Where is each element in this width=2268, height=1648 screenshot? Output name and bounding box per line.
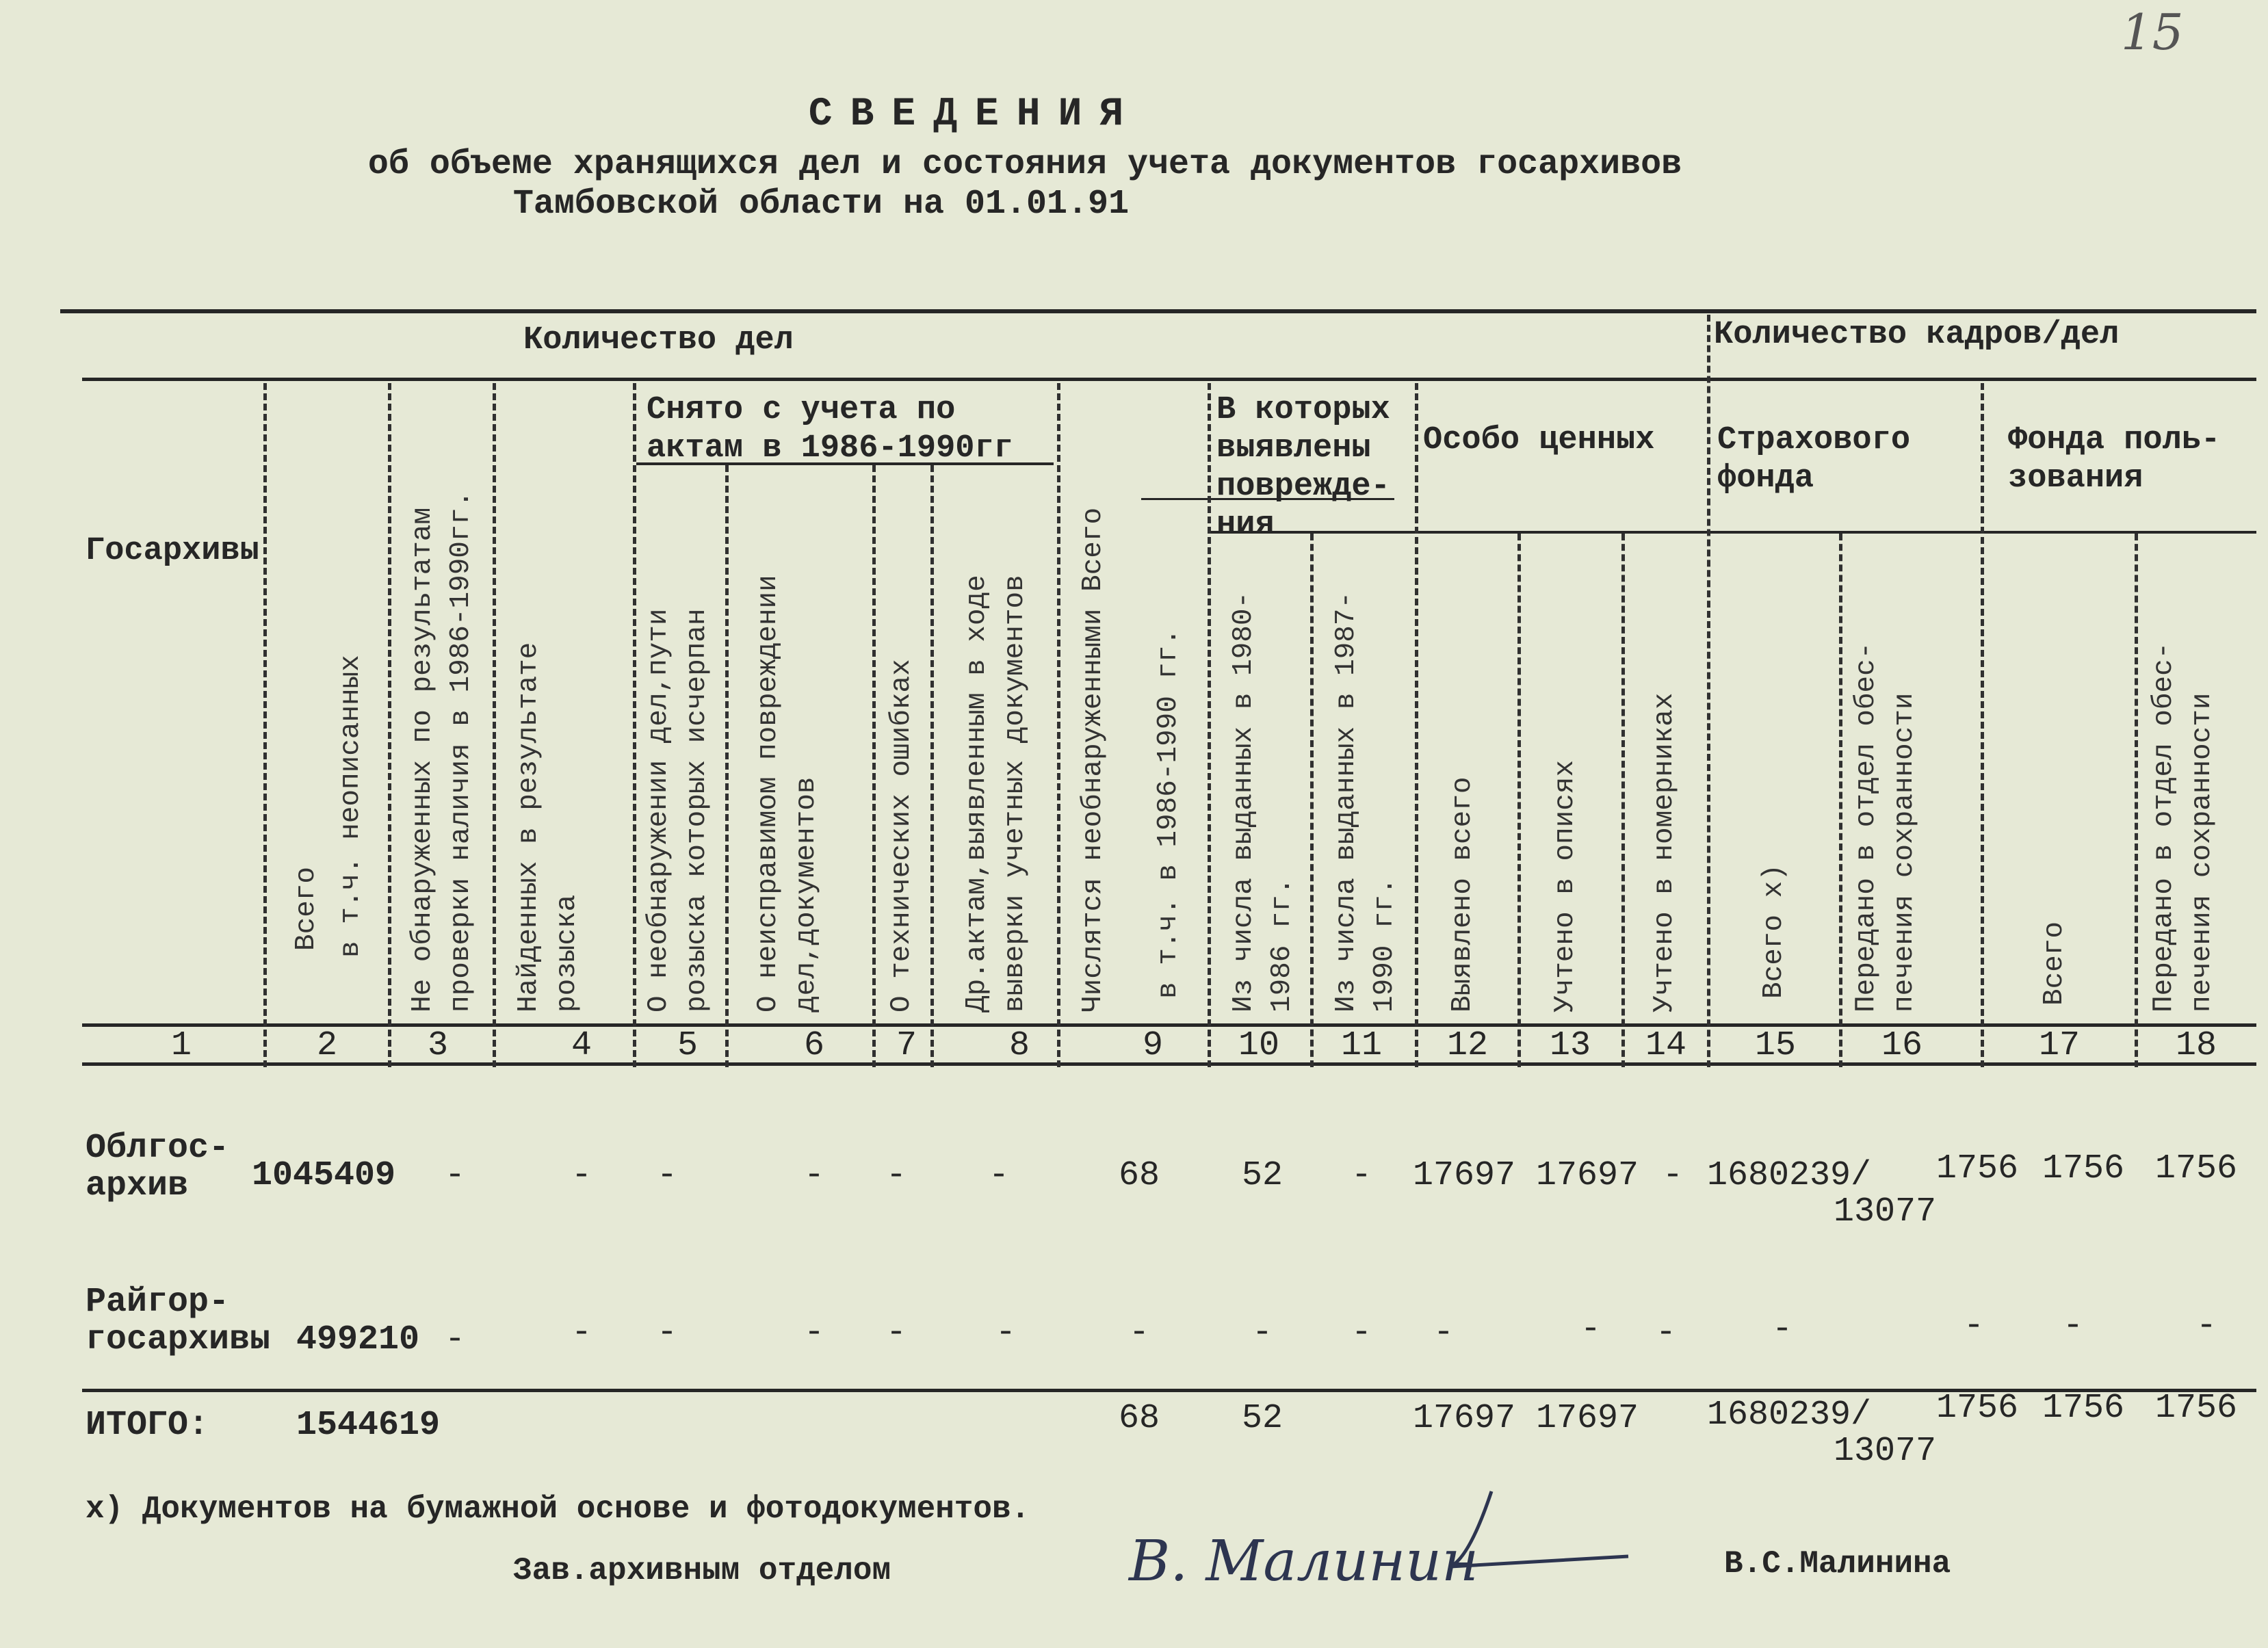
- col-separator: [1208, 383, 1211, 1067]
- col-separator: [1310, 534, 1314, 1067]
- header-sub-insurance: Страхового фонда: [1717, 422, 1911, 497]
- cell: -: [444, 1320, 466, 1359]
- cell: -: [1655, 1313, 1677, 1352]
- cell: -: [1251, 1313, 1273, 1352]
- col-number: 12: [1446, 1026, 1489, 1065]
- cell: 1756: [2154, 1389, 2238, 1428]
- cell: 1756: [2042, 1149, 2125, 1188]
- row-name: Облгос-: [86, 1129, 230, 1168]
- cell: 13077: [1834, 1192, 1937, 1231]
- cell: -: [1771, 1310, 1793, 1349]
- signatory-name: В.С.Малинина: [1724, 1546, 1951, 1582]
- cell-total: 499210: [296, 1320, 420, 1359]
- header-sub-valuable: Особо ценных: [1423, 422, 1655, 458]
- cell: -: [2195, 1307, 2217, 1346]
- cell: -: [1433, 1313, 1455, 1352]
- col-number: 18: [2175, 1026, 2217, 1065]
- col-separator: [1839, 534, 1842, 1067]
- row-name: архив: [86, 1166, 189, 1205]
- header-col7: О технических ошибках: [886, 659, 917, 1012]
- cell: 1756: [2042, 1389, 2125, 1428]
- col-number: 10: [1238, 1026, 1280, 1065]
- col-separator: [1415, 383, 1418, 1067]
- col-separator: [725, 465, 729, 1067]
- document-subtitle-line2: Тамбовской области на 01.01.91: [512, 185, 1130, 224]
- cell: 1680239/: [1707, 1156, 1872, 1195]
- header-row-label: Госархивы: [86, 533, 259, 569]
- header-col12: Выявлено всего: [1447, 776, 1478, 1012]
- header-col2-undescribed: в т.ч. неописанных: [335, 655, 367, 958]
- header-col10: Из числа выданных в 1980-1986 гг.: [1228, 591, 1298, 1012]
- header-col17: Всего: [2039, 921, 2070, 1006]
- page-number: 15: [2121, 3, 2184, 61]
- col-separator: [1707, 315, 1710, 1067]
- footnote: x) Документов на бумажной основе и фотодокументов.: [86, 1491, 1030, 1527]
- table-header-rule: [82, 378, 2256, 381]
- col-number: 11: [1340, 1026, 1383, 1065]
- col-separator: [263, 383, 267, 1067]
- col-number: 9: [1142, 1026, 1164, 1065]
- cell: -: [995, 1313, 1017, 1352]
- col-separator: [1057, 383, 1060, 1067]
- row-name: Райгор-: [86, 1283, 230, 1322]
- document-subtitle-line1: об объеме хранящихся дел и состояния учета документов госархивов: [367, 145, 1682, 184]
- signature-flourish: [1368, 1478, 1642, 1573]
- header-col5: О необнаружении дел,пути розыска которых исчерпан: [643, 608, 713, 1012]
- cell: 52: [1241, 1399, 1283, 1438]
- signature-position: Зав.архивным отделом: [513, 1553, 891, 1588]
- col-number: 16: [1881, 1026, 1923, 1065]
- header-col15: Всего x): [1758, 864, 1790, 999]
- cell: -: [885, 1313, 907, 1352]
- cell: -: [1662, 1156, 1684, 1195]
- total-row-label: ИТОГО:: [86, 1406, 209, 1445]
- header-sub-usage: Фонда поль-зования: [2008, 422, 2221, 497]
- cell: 13077: [1834, 1432, 1937, 1471]
- cell: -: [988, 1156, 1010, 1195]
- cell: -: [2062, 1307, 2084, 1346]
- cell-total: 1544619: [296, 1406, 441, 1445]
- cell: -: [803, 1156, 825, 1195]
- header-col8: Др.актам,выявленным в ходе выверки учетных документов: [961, 575, 1031, 1012]
- cell: 1756: [1935, 1389, 2019, 1428]
- col-number: 13: [1549, 1026, 1591, 1065]
- table-top-rule: [60, 309, 2256, 313]
- cell: -: [803, 1313, 825, 1352]
- col-number: 3: [427, 1026, 449, 1065]
- header-col16: Передано в отдел обес-печения сохранности: [1851, 642, 1920, 1012]
- header-col18: Передано в отдел обес-печения сохранности: [2148, 642, 2218, 1012]
- col-number: 5: [677, 1026, 699, 1065]
- cell: -: [1963, 1307, 1985, 1346]
- col-separator: [2135, 534, 2138, 1067]
- col-number: 7: [896, 1026, 917, 1065]
- header-col11: Из числа выданных в 1987-1990 гг.: [1331, 591, 1400, 1012]
- cell: 17697: [1412, 1399, 1516, 1438]
- col-number: 1: [170, 1026, 192, 1065]
- column-number-top-rule: [82, 1023, 2256, 1027]
- cell: 17697: [1535, 1399, 1639, 1438]
- header-col3: Не обнаруженных по результатам проверки наличия в 1986-1990гг.: [407, 491, 477, 1012]
- cell: -: [656, 1313, 678, 1352]
- cell-total: 1045409: [252, 1156, 396, 1195]
- col-separator: [493, 383, 496, 1067]
- col-number: 17: [2038, 1026, 2081, 1065]
- col-number: 2: [316, 1026, 338, 1065]
- col-separator: [1621, 534, 1625, 1067]
- header-col2-total: Всего: [291, 866, 322, 951]
- handwritten-signature: В. Малинин: [1129, 1529, 1479, 1594]
- cell: 1756: [2154, 1149, 2238, 1188]
- header-group-staff: Количество кадров/дел: [1714, 317, 2120, 353]
- cell: -: [1580, 1310, 1602, 1349]
- cell: 17697: [1412, 1156, 1516, 1195]
- header-col6: О неисправимом повреждении дел,документов: [753, 575, 822, 1012]
- cell: -: [1351, 1156, 1372, 1195]
- col-separator: [1517, 534, 1521, 1067]
- cell: 68: [1118, 1399, 1160, 1438]
- header-group-main: Количество дел: [523, 322, 794, 358]
- cell: -: [571, 1313, 592, 1352]
- cell: -: [1128, 1313, 1150, 1352]
- header-col9-total: Числятся необнаруженными Всего: [1078, 507, 1109, 1012]
- col-separator: [872, 465, 876, 1067]
- document-title: СВЕДЕНИЯ: [808, 92, 1142, 137]
- header-col9-period: в т.ч. в 1986-1990 гг.: [1153, 628, 1184, 999]
- cell: -: [885, 1156, 907, 1195]
- cell: -: [571, 1156, 592, 1195]
- col-separator: [1981, 383, 1984, 1067]
- col-number: 6: [803, 1026, 825, 1065]
- col-number: 15: [1754, 1026, 1797, 1065]
- cell: -: [444, 1156, 466, 1195]
- col-number: 4: [571, 1026, 592, 1065]
- header-col13: Учтено в описях: [1550, 759, 1581, 1012]
- col-separator: [633, 383, 636, 1067]
- cell: 52: [1241, 1156, 1283, 1195]
- header-col4: Найденных в результате розыска: [513, 642, 583, 1012]
- col-number: 8: [1008, 1026, 1030, 1065]
- col-number: 14: [1645, 1026, 1687, 1065]
- total-rule: [82, 1389, 2256, 1392]
- col-separator: [388, 383, 391, 1067]
- col-separator: [930, 465, 934, 1067]
- cell: 17697: [1535, 1156, 1639, 1195]
- header-col14: Учтено в номерниках: [1649, 692, 1680, 1012]
- cell: 1756: [1935, 1149, 2019, 1188]
- cell: -: [656, 1156, 678, 1195]
- column-number-bottom-rule: [82, 1062, 2256, 1066]
- header-sub-damaged: В которых выявлены поврежде-ния: [1216, 392, 1390, 543]
- cell: -: [1351, 1313, 1372, 1352]
- header-sub-removed: Снято с учета по актам в 1986-1990гг: [647, 392, 1013, 467]
- cell: 1680239/: [1707, 1396, 1872, 1435]
- row-name: госархивы: [86, 1320, 271, 1359]
- cell: 68: [1118, 1156, 1160, 1195]
